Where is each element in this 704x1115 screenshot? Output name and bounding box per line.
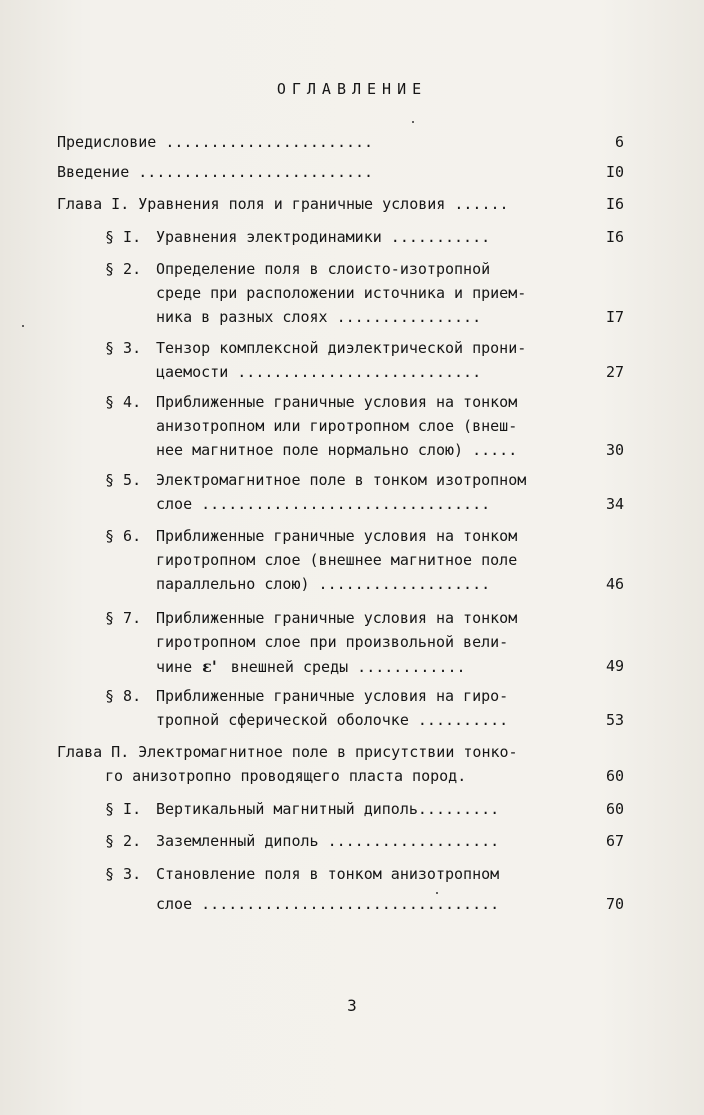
- scan-speck: [436, 892, 438, 894]
- page-number: 3: [347, 996, 357, 1015]
- section-mark: § 8.: [105, 687, 142, 705]
- toc-entry-preface: [57, 133, 549, 151]
- toc-page-number: 6: [614, 133, 624, 151]
- toc-entry-introduction: [57, 163, 549, 181]
- toc-entry-line: анизотропном или гиротропном слое (внеш-: [156, 417, 518, 435]
- toc-entry-line: тропной сферической оболочке ..........: [156, 711, 509, 729]
- toc-entry-line: ника в разных слоях ................: [156, 308, 482, 326]
- toc-entry-line: гиротропном слое (внешнее магнитное поле: [156, 551, 518, 569]
- toc-entry-line: го анизотропно проводящего пласта пород.: [105, 767, 467, 785]
- toc-entry-label: Глава I. Уравнения поля и граничные условия ......: [57, 195, 509, 213]
- toc-entry-line: гиротропном слое при произвольной вели-: [156, 633, 509, 651]
- toc-entry-label: Уравнения электродинамики ...........: [156, 228, 491, 246]
- toc-entry-line: Электромагнитное поле в тонком изотропном: [156, 471, 527, 489]
- toc-entry-line: Определение поля в слоисто-изотропной: [156, 260, 491, 278]
- toc-page-number: 53: [605, 711, 624, 729]
- toc-entry-line: Приближенные граничные условия на тонком: [156, 393, 518, 411]
- toc-entry-label: Введение ..........................: [57, 163, 374, 181]
- toc-entry-section: [156, 228, 551, 246]
- toc-page-number: I0: [605, 163, 624, 181]
- scan-speck: [22, 325, 24, 327]
- section-mark: § I.: [105, 228, 142, 246]
- toc-page-number: 46: [605, 575, 624, 593]
- toc-entry-line: Становление поля в тонком анизотропном: [156, 865, 500, 883]
- toc-entry-line: Приближенные граничные условия на тонком: [156, 609, 518, 627]
- toc-page-number: I6: [605, 195, 624, 213]
- toc-entry-line: Заземленный диполь ...................: [156, 832, 500, 850]
- section-mark: § I.: [105, 800, 142, 818]
- toc-entry-label: Предисловие .......................: [57, 133, 374, 151]
- toc-entry-line: слое ................................: [156, 495, 491, 513]
- toc-page-number: I7: [605, 308, 624, 326]
- scan-speck: [412, 121, 414, 123]
- toc-entry-chapter-2: Глава П. Электромагнитное поле в присутствии тонко-: [57, 743, 518, 761]
- toc-entry-line: параллельно слою) ...................: [156, 575, 491, 593]
- section-mark: § 3.: [105, 339, 142, 357]
- toc-page-number: 49: [605, 657, 624, 675]
- section-mark: § 7.: [105, 609, 142, 627]
- section-mark: § 3.: [105, 865, 142, 883]
- toc-page-number: 34: [605, 495, 624, 513]
- page-title: ОГЛАВЛЕНИЕ: [276, 80, 428, 98]
- toc-entry-line: Тензор комплексной диэлектрической прони-: [156, 339, 527, 357]
- section-mark: § 2.: [105, 260, 142, 278]
- epsilon-prime-symbol: ε': [202, 657, 217, 676]
- toc-entry-line: слое .................................: [156, 895, 500, 913]
- toc-page-number: 60: [605, 767, 624, 785]
- toc-entry-line: цаемости ...........................: [156, 363, 482, 381]
- toc-page-number: 30: [605, 441, 624, 459]
- toc-entry-line: Приближенные граничные условия на тонком: [156, 527, 518, 545]
- toc-entry-chapter-1: [57, 195, 549, 213]
- section-mark: § 6.: [105, 527, 142, 545]
- section-mark: § 2.: [105, 832, 142, 850]
- section-mark: § 5.: [105, 471, 142, 489]
- toc-entry-line: Приближенные граничные условия на гиро-: [156, 687, 509, 705]
- toc-page-number: I6: [605, 228, 624, 246]
- toc-entry-line: Вертикальный магнитный диполь.........: [156, 800, 500, 818]
- toc-entry-line: нее магнитное поле нормально слою) .....: [156, 441, 518, 459]
- toc-page-number: 67: [605, 832, 624, 850]
- toc-entry-line: чине ε' внешней среды ............: [156, 657, 466, 676]
- toc-page-number: 70: [605, 895, 624, 913]
- toc-page-number: 27: [605, 363, 624, 381]
- toc-entry-line: среде при расположении источника и прием-: [156, 284, 527, 302]
- section-mark: § 4.: [105, 393, 142, 411]
- toc-page-number: 60: [605, 800, 624, 818]
